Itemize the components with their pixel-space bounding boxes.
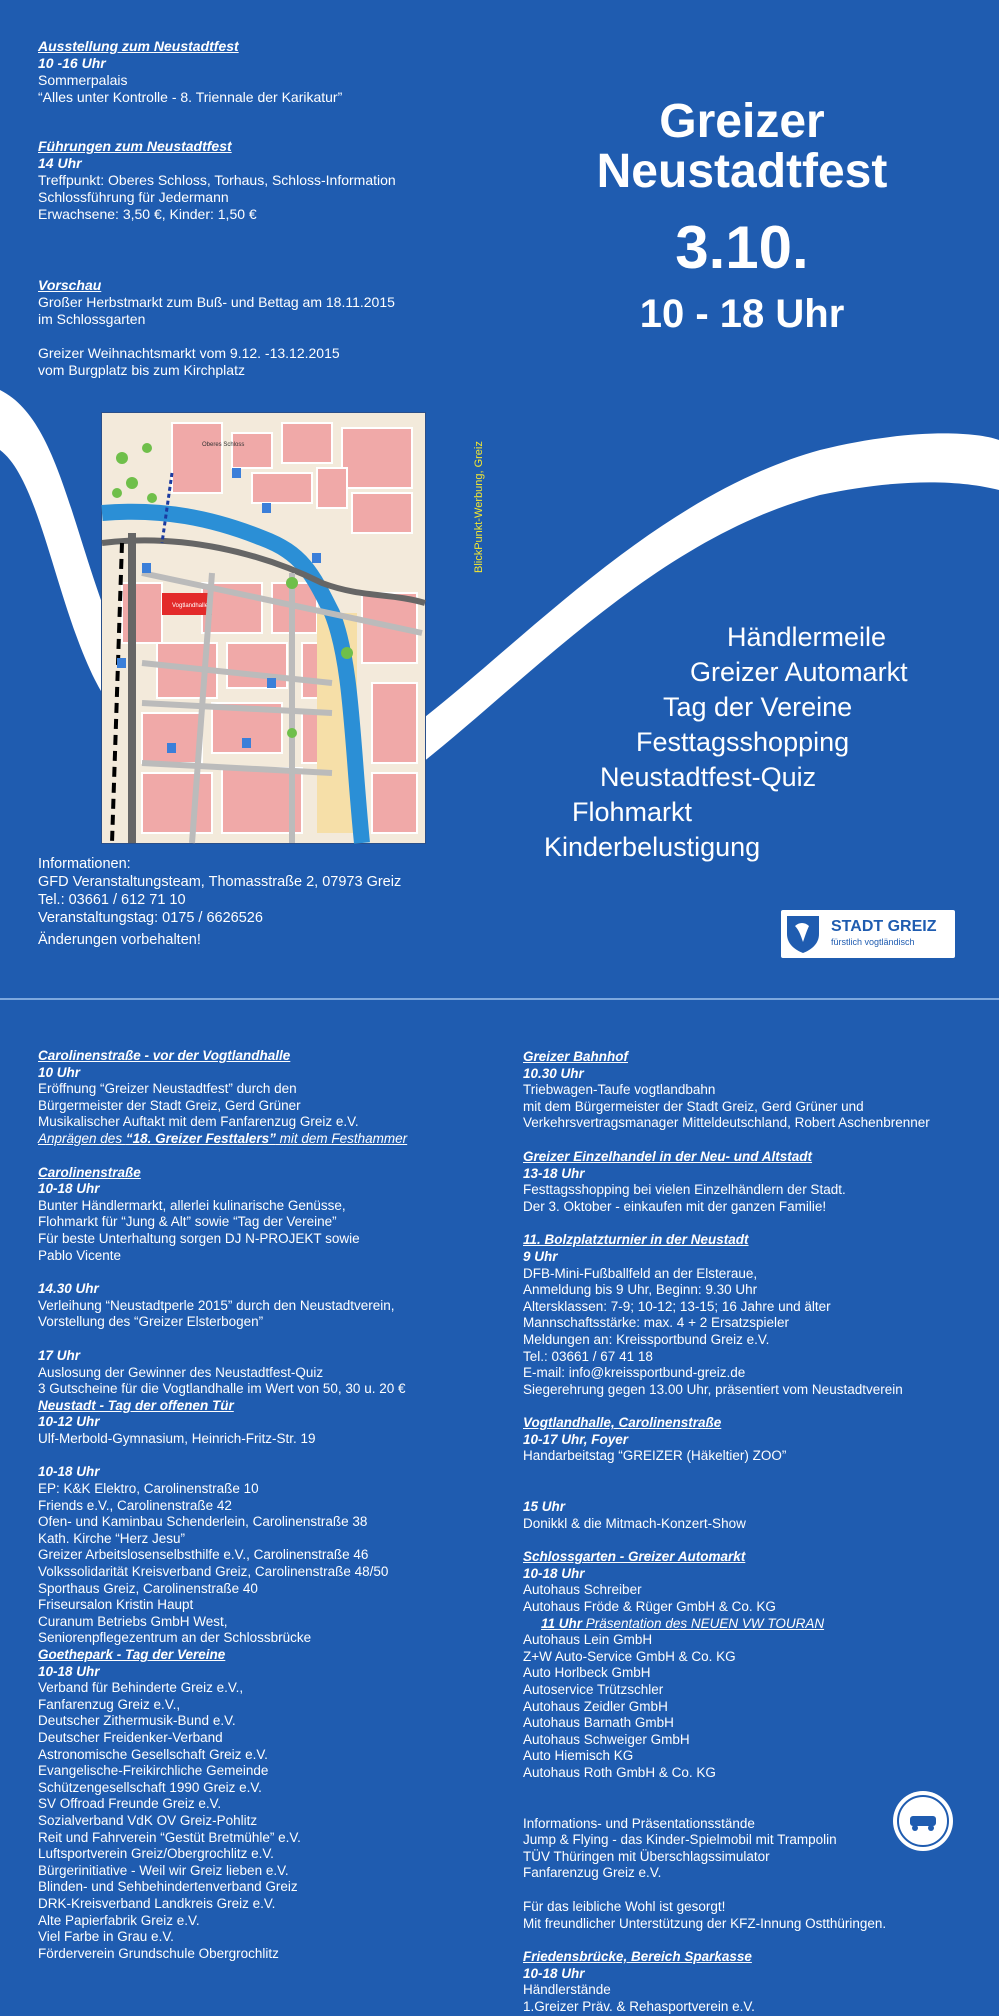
spacer <box>38 1447 508 1464</box>
text-line: Treffpunkt: Oberes Schloss, Torhaus, Schloss-Information <box>38 172 396 188</box>
text-line: Reit und Fahrverein “Gestüt Bretmühle” e.V. <box>38 1829 301 1845</box>
text-line: Friseursalon Kristin Haupt <box>38 1597 194 1613</box>
feature-item: Kinderbelustigung <box>544 832 761 862</box>
section-heading: 11. Bolzplatzturnier in der Neustadt <box>523 1232 749 1248</box>
section-heading: Neustadt - Tag der offenen Tür <box>38 1397 234 1413</box>
text-line: Tel.: 03661 / 67 41 18 <box>523 1348 653 1364</box>
text-fragment: “18. Greizer Festtalers” <box>125 1130 276 1146</box>
guild-seal-icon <box>892 1790 954 1852</box>
text-line: Z+W Auto-Service GmbH & Co. KG <box>523 1648 736 1664</box>
event-title: Neustadtfest <box>596 145 888 198</box>
spacer <box>523 1532 993 1549</box>
spacer <box>523 1482 993 1499</box>
logo-title: STADT GREIZ <box>831 918 937 935</box>
map-label-castle: Oberes Schloss <box>202 442 245 448</box>
text-line: Anmeldung bis 9 Uhr, Beginn: 9.30 Uhr <box>523 1282 758 1298</box>
text-line: Seniorenpflegezentrum an der Schlossbrücke <box>38 1630 312 1646</box>
section-heading: Ausstellung zum Neustadtfest <box>38 38 239 54</box>
text-line: Ulf-Merbold-Gymnasium, Heinrich-Fritz-Str. 19 <box>38 1430 316 1446</box>
feature-item: Neustadtfest-Quiz <box>600 762 817 792</box>
text-line: Meldungen an: Kreissportbund Greiz e.V. <box>523 1331 770 1347</box>
text-line: Informations- und Präsentationsstände <box>523 1815 755 1831</box>
shield-icon <box>785 914 821 954</box>
contact-line: GFD Veranstaltungsteam, Thomasstraße 2, 07973 Greiz <box>38 874 402 890</box>
text-line: Blinden- und Sehbehindertenverband Greiz <box>38 1879 298 1895</box>
feature-item: Flohmarkt <box>572 797 693 827</box>
text-line: Fanfarenzug Greiz e.V. <box>523 1865 662 1881</box>
text-line: Pablo Vicente <box>38 1247 122 1263</box>
section-time: 17 Uhr <box>38 1347 81 1363</box>
text-line: Bürgerinitiative - Weil wir Greiz lieben e.V. <box>38 1862 289 1878</box>
feature-item: Händlermeile <box>727 622 887 652</box>
text-line: Festtagsshopping bei vielen Einzelhändlern der Stadt. <box>523 1182 846 1198</box>
text-line: Autohaus Schreiber <box>523 1582 642 1598</box>
text-line <box>38 1131 508 1148</box>
section-heading: Carolinenstraße <box>38 1164 141 1180</box>
text-line: DRK-Kreisverband Landkreis Greiz e.V. <box>38 1895 276 1911</box>
text-line: Sozialverband VdK OV Greiz-Pohlitz <box>38 1812 258 1828</box>
map-label-hall: Vogtlandhalle <box>172 603 209 609</box>
text-fragment: mit dem Festhammer <box>275 1130 408 1146</box>
section-time: 10-18 Uhr <box>38 1663 100 1679</box>
program-right-column <box>523 1049 993 2016</box>
section-heading: Goethepark - Tag der Vereine <box>38 1647 226 1662</box>
text-fragment: Präsentation des NEUEN VW TOURAN <box>582 1615 825 1631</box>
text-line: Fanfarenzug Greiz e.V., <box>38 1696 181 1712</box>
text-line: Großer Herbstmarkt zum Buß- und Bettag am 18.11.2015 <box>38 294 395 310</box>
text-line: Händlerstände <box>523 1982 611 1998</box>
text-line: Autohaus Zeidler GmbH <box>523 1698 668 1714</box>
spacer <box>38 1148 508 1165</box>
text-line: Triebwagen-Taufe vogtlandbahn <box>523 1082 716 1098</box>
contact-block <box>38 855 401 949</box>
text-line: Autohaus Lein GmbH <box>523 1632 653 1648</box>
text-line: “Alles unter Kontrolle - 8. Triennale der Karikatur” <box>38 89 343 105</box>
text-line: Erwachsene: 3,50 €, Kinder: 1,50 € <box>38 206 257 222</box>
text-line: Schützengesellschaft 1990 Greiz e.V. <box>38 1779 262 1795</box>
event-title-block <box>535 97 949 337</box>
event-date: 3.10. <box>675 214 809 281</box>
spacer <box>38 1264 508 1281</box>
section-time: 10 Uhr <box>38 1064 81 1080</box>
section-heading: Führungen zum Neustadtfest <box>38 138 232 154</box>
text-line: Bürgermeister der Stadt Greiz, Gerd Grüner <box>38 1097 301 1113</box>
text-line: 1.Greizer Präv. & Rehasportverein e.V. <box>523 1998 755 2014</box>
text-line: Mannschaftsstärke: max. 4 + 2 Ersatzspieler <box>523 1315 789 1331</box>
text-line: 3 Gutscheine für die Vogtlandhalle im Wert von 50, 30 u. 20 € <box>38 1381 406 1397</box>
section-time: 10-18 Uhr <box>38 1464 100 1480</box>
city-map-drawing <box>102 413 425 843</box>
text-line: im Schlossgarten <box>38 311 146 327</box>
section-heading: Schlossgarten - Greizer Automarkt <box>523 1549 746 1565</box>
text-line: Altersklassen: 7-9; 10-12; 13-15; 16 Jahre und älter <box>523 1298 831 1314</box>
text-line <box>523 1616 993 1633</box>
text-line: Verband für Behinderte Greiz e.V., <box>38 1680 244 1696</box>
section-time: 10-17 Uhr, Foyer <box>523 1431 629 1447</box>
contact-heading: Informationen: <box>38 856 131 872</box>
text-line: Eröffnung “Greizer Neustadtfest” durch den <box>38 1081 297 1097</box>
section-time: 10 -16 Uhr <box>38 55 106 71</box>
text-line: Mit freundlicher Unterstützung der KFZ-Innung Ostthüringen. <box>523 1915 887 1931</box>
feature-item: Festtagsshopping <box>636 727 850 757</box>
text-line: mit dem Bürgermeister der Stadt Greiz, Gerd Grüner und <box>523 1098 864 1114</box>
text-line: Alte Papierfabrik Greiz e.V. <box>38 1912 200 1928</box>
text-line: Friends e.V., Carolinenstraße 42 <box>38 1497 232 1513</box>
text-line: Förderverein Grundschule Obergrochlitz <box>38 1945 279 1961</box>
section-time: 9 Uhr <box>523 1248 558 1264</box>
text-line: vom Burgplatz bis zum Kirchplatz <box>38 362 245 378</box>
text-line: Auslosung der Gewinner des Neustadtfest-Quiz <box>38 1364 324 1380</box>
text-line: Autohaus Schweiger GmbH <box>523 1731 690 1747</box>
spacer <box>38 1331 508 1348</box>
text-line: Auto Horlbeck GmbH <box>523 1665 651 1681</box>
text-line: Verkehrsvertragsmanager Mitteldeutschland, Robert Aschenbrenner <box>523 1115 930 1131</box>
spacer <box>523 1132 993 1149</box>
spacer <box>523 1215 993 1232</box>
contact-line: Tel.: 03661 / 612 71 10 <box>38 892 186 908</box>
text-line: Volkssolidarität Kreisverband Greiz, Carolinenstraße 48/50 <box>38 1564 389 1580</box>
city-map <box>101 412 426 844</box>
feature-item: Tag der Vereine <box>663 692 853 722</box>
text-line: DFB-Mini-Fußballfeld an der Elsteraue, <box>523 1265 758 1281</box>
text-line: Autohaus Roth GmbH & Co. KG <box>523 1764 716 1780</box>
text-line: Schlossführung für Jedermann <box>38 189 229 205</box>
text-line: Kath. Kirche “Herz Jesu” <box>38 1530 186 1546</box>
event-title: Greizer <box>659 95 825 148</box>
text-line: Der 3. Oktober - einkaufen mit der ganzen Familie! <box>523 1198 827 1214</box>
text-line: Musikalischer Auftakt mit dem Fanfarenzug Greiz e.V. <box>38 1114 359 1130</box>
section-time: 10-18 Uhr <box>523 1565 585 1581</box>
section-heading: Greizer Bahnhof <box>523 1049 629 1064</box>
text-line: Viel Farbe in Grau e.V. <box>38 1929 174 1945</box>
exhibition-block <box>38 38 342 106</box>
text-line: Greizer Weihnachtsmarkt vom 9.12. -13.12.2015 <box>38 345 340 361</box>
text-line: Curanum Betriebs GmbH West, <box>38 1613 228 1629</box>
text-line: E-mail: info@kreissportbund-greiz.de <box>523 1365 746 1381</box>
text-line: Sommerpalais <box>38 72 128 88</box>
logo-subtitle: fürstlich vogtländisch <box>831 937 915 947</box>
section-time: 10-18 Uhr <box>523 1965 585 1981</box>
section-heading: Friedensbrücke, Bereich Sparkasse <box>523 1949 752 1965</box>
text-line: Luftsportverein Greiz/Obergrochlitz e.V. <box>38 1846 274 1862</box>
contact-line: Veranstaltungstag: 0175 / 6626526 <box>38 910 263 926</box>
section-heading: Carolinenstraße - vor der Vogtlandhalle <box>38 1048 291 1063</box>
flyer-front <box>0 0 999 1000</box>
flyer-program <box>0 1000 999 2014</box>
section-time: 14.30 Uhr <box>38 1281 99 1297</box>
text-line: Vorstellung des “Greizer Elsterbogen” <box>38 1314 264 1330</box>
text-fragment: 11 Uhr <box>541 1615 583 1631</box>
text-line: Jump & Flying - das Kinder-Spielmobil mit Trampolin <box>523 1832 837 1848</box>
text-line: Autoservice Trützschler <box>523 1682 664 1697</box>
section-time: 10-18 Uhr <box>38 1181 100 1197</box>
contact-note: Änderungen vorbehalten! <box>38 932 201 948</box>
text-line: Flohmarkt für “Jung & Alt” sowie “Tag der Vereine” <box>38 1214 337 1230</box>
section-time: 10.30 Uhr <box>523 1065 584 1081</box>
map-credit-text: BlickPunkt-Werbung, Greiz <box>473 441 485 573</box>
spacer <box>523 1882 993 1899</box>
text-fragment: Anprägen des <box>38 1130 126 1146</box>
text-line: Greizer Arbeitslosenselbsthilfe e.V., Carolinenstraße 46 <box>38 1547 369 1563</box>
text-line: Ofen- und Kaminbau Schenderlein, Carolinenstraße 38 <box>38 1514 368 1530</box>
text-line: Für beste Unterhaltung sorgen DJ N-PROJEKT sowie <box>38 1230 360 1246</box>
section-time: 10-12 Uhr <box>38 1414 100 1430</box>
text-line: Evangelische-Freikirchliche Gemeinde <box>38 1763 269 1779</box>
text-line: Bunter Händlermarkt, allerlei kulinarische Genüsse, <box>38 1197 346 1213</box>
section-time: 14 Uhr <box>38 155 82 171</box>
event-hours: 10 - 18 Uhr <box>639 292 845 336</box>
section-heading: Vorschau <box>38 277 102 293</box>
text-line: EP: K&K Elektro, Carolinenstraße 10 <box>38 1481 259 1497</box>
text-line: SV Offroad Freunde Greiz e.V. <box>38 1796 222 1812</box>
spacer <box>523 1398 993 1415</box>
spacer <box>523 1932 993 1949</box>
text-line: Verleihung “Neustadtperle 2015” durch den Neustadtverein, <box>38 1297 395 1313</box>
text-line: Für das leibliche Wohl ist gesorgt! <box>523 1898 726 1914</box>
spacer <box>523 1465 993 1482</box>
text-line: TÜV Thüringen mit Überschlagssimulator <box>523 1848 770 1864</box>
text-line: Siegerehrung gegen 13.00 Uhr, präsentiert vom Neustadtverein <box>523 1381 903 1397</box>
map-credit <box>473 413 487 573</box>
text-line: Autohaus Barnath GmbH <box>523 1715 674 1731</box>
section-time: 13-18 Uhr <box>523 1165 585 1181</box>
text-line: Astronomische Gesellschaft Greiz e.V. <box>38 1746 268 1762</box>
preview-block <box>38 277 395 379</box>
feature-item: Greizer Automarkt <box>690 657 908 687</box>
section-heading: Vogtlandhalle, Carolinenstraße <box>523 1415 722 1431</box>
text-line: Deutscher Zithermusik-Bund e.V. <box>38 1713 236 1729</box>
text-line: Sporthaus Greiz, Carolinenstraße 40 <box>38 1580 258 1596</box>
section-time: 15 Uhr <box>523 1499 566 1515</box>
tours-block <box>38 138 396 223</box>
section-heading: Greizer Einzelhandel in der Neu- und Altstadt <box>523 1148 813 1164</box>
text-line: Auto Hiemisch KG <box>523 1748 634 1764</box>
program-left-column <box>38 1048 508 1962</box>
text-line: Donikkl & die Mitmach-Konzert-Show <box>523 1515 746 1531</box>
text-line: Autohaus Fröde & Rüger GmbH & Co. KG <box>523 1599 776 1615</box>
text-line: Deutscher Freidenker-Verband <box>38 1729 223 1745</box>
city-logo <box>781 910 955 958</box>
text-line: Handarbeitstag “GREIZER (Häkeltier) ZOO” <box>523 1448 787 1464</box>
